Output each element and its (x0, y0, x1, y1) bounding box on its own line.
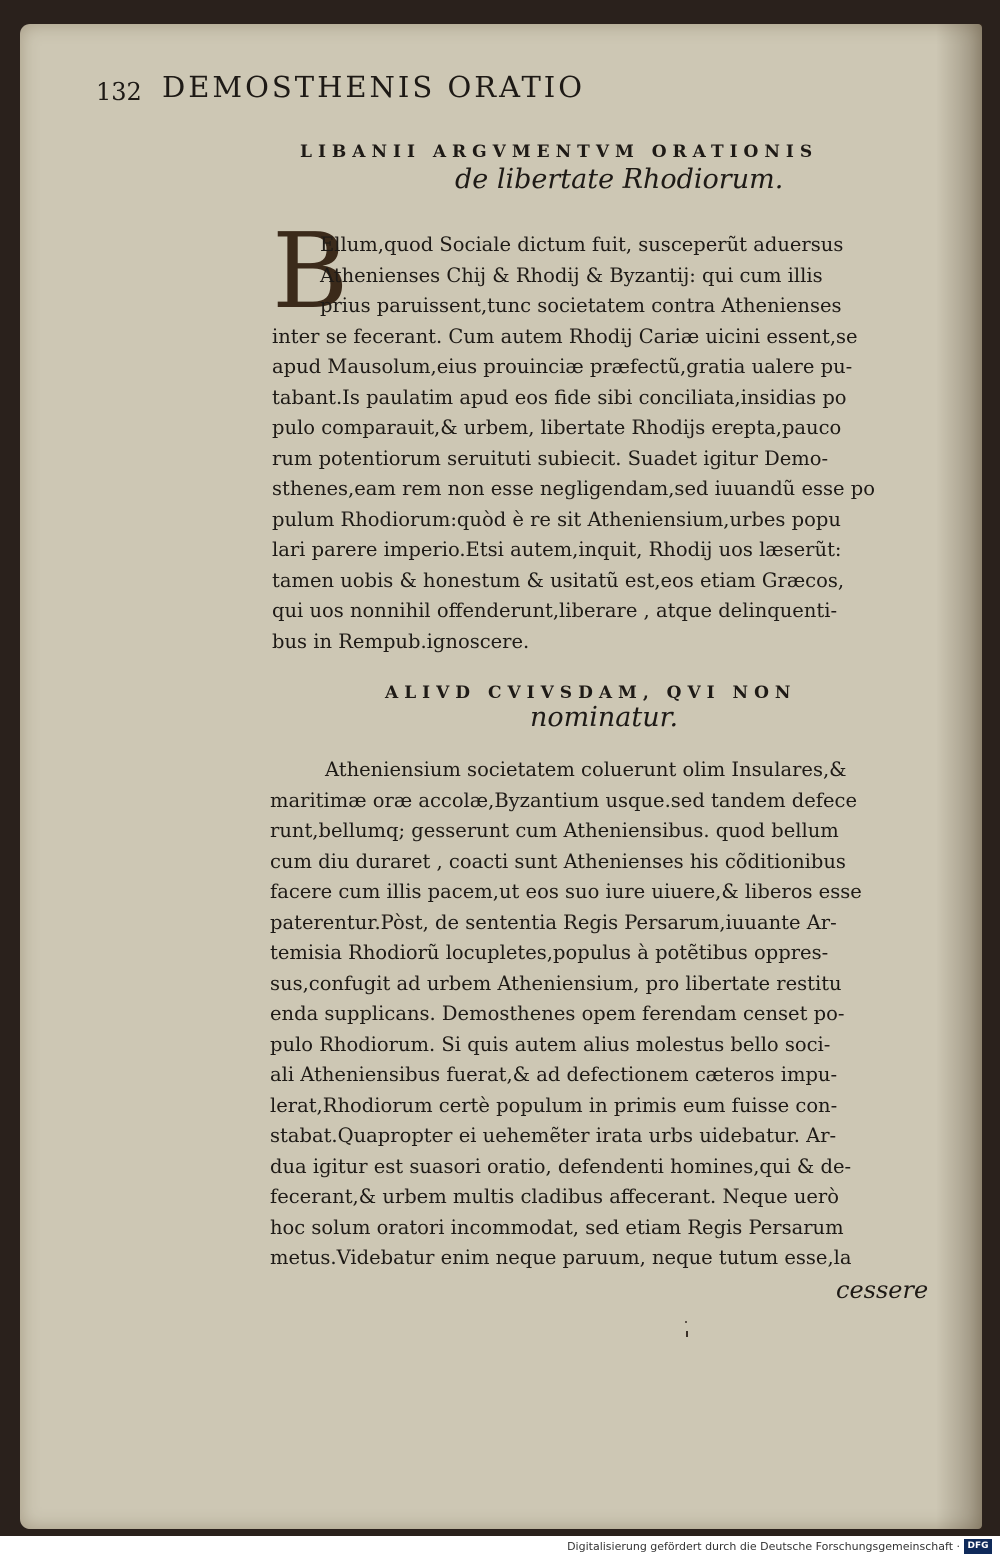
text-line: prius paruissent,tunc societatem contra Athenienses (320, 294, 842, 317)
page-number: 132 (96, 78, 142, 106)
text-line: qui uos nonnihil offenderunt,liberare , atque delinquenti- (272, 599, 838, 622)
dfg-logo: DFG (964, 1539, 992, 1554)
page-gutter-shadow (936, 24, 982, 1529)
digitization-footer (0, 1536, 1000, 1558)
text-line: tabant.Is paulatim apud eos fide sibi conciliata,insidias po (272, 385, 847, 409)
section1-paragraph (272, 230, 875, 657)
ink-speck-marks (682, 1320, 692, 1340)
text-line: enda supplicans. Demosthenes opem ferendam censet po- (270, 1002, 845, 1025)
text-line: paterentur.Pòst, de sententia Regis Persarum,iuuante Ar- (270, 910, 837, 934)
section2-paragraph (270, 755, 862, 1274)
section1-heading: LIBANII ARGVMENTVM ORATIONIS (300, 142, 819, 162)
running-head-title: DEMOSTHENIS ORATIO (162, 70, 586, 104)
text-line: cum diu duraret , coacti sunt Athenienses his cõditionibus (270, 849, 846, 873)
text-line: fecerant,& urbem multis cladibus affecerant. Neque uerò (270, 1185, 839, 1208)
text-line: sthenes,eam rem non esse negligendam,sed iuuandũ esse po (272, 477, 875, 500)
catchword: cessere (836, 1276, 929, 1304)
text-line: maritimæ oræ accolæ,Byzantium usque.sed tandem defece (270, 788, 857, 812)
text-line: metus.Videbatur enim neque paruum, neque tutum esse,la (270, 1246, 852, 1269)
text-line: lerat,Rhodiorum certè populum in primis eum fuisse con- (270, 1093, 838, 1117)
text-line: tamen uobis & honestum & usitatũ est,eos etiam Græcos, (272, 568, 845, 592)
text-line: stabat.Quapropter ei uehemẽter irata urbs uidebatur. Ar- (270, 1124, 837, 1147)
text-line: hoc solum oratori incommodat, sed etiam Regis Persarum (270, 1215, 844, 1239)
text-line: pulum Rhodiorum:quòd è re sit Atheniensium,urbes popu (272, 507, 841, 531)
text-line: dua igitur est suasori oratio, defendenti homines,qui & de- (270, 1154, 852, 1178)
text-line: Athenienses Chij & Rhodij & Byzantij: qui cum illis (320, 263, 823, 287)
footer-credit-text: Digitalisierung gefördert durch die Deutsche Forschungsgemeinschaft · (567, 1540, 960, 1553)
section2-subheading: nominatur. (530, 702, 679, 733)
text-line: temisia Rhodiorũ locupletes,populus à potẽtibus oppres- (270, 941, 829, 964)
text-line: facere cum illis pacem,ut eos suo iure uiuere,& liberos esse (270, 880, 862, 903)
section1-subheading: de libertate Rhodiorum. (455, 164, 784, 195)
text-line: Atheniensium societatem coluerunt olim Insulares,& (325, 758, 847, 781)
text-line: inter se fecerant. Cum autem Rhodij Cariæ uicini essent,se (272, 324, 858, 348)
text-line: pulo Rhodiorum. Si quis autem alius molestus bello soci- (270, 1032, 831, 1056)
text-line: ali Atheniensibus fuerat,& ad defectionem cæteros impu- (270, 1063, 838, 1086)
text-line: pulo comparauit,& urbem, libertate Rhodijs erepta,pauco (272, 416, 842, 439)
running-head (96, 70, 836, 114)
text-line: rum potentiorum seruituti subiecit. Suadet igitur Demo- (272, 446, 829, 470)
text-line: sus,confugit ad urbem Atheniensium, pro libertate restitu (270, 971, 842, 995)
text-line: Ellum,quod Sociale dictum fuit, susceperũt aduersus (320, 233, 844, 256)
section2-heading: ALIVD CVIVSDAM, QVI NON (385, 683, 797, 703)
drop-cap-initial: B (272, 210, 349, 332)
text-line: bus in Rempub.ignoscere. (272, 629, 530, 653)
text-line: apud Mausolum,eius prouinciæ præfectũ,gratia ualere pu- (272, 355, 853, 378)
text-line: lari parere imperio.Etsi autem,inquit, Rhodij uos læserũt: (272, 538, 842, 561)
text-line: runt,bellumq; gesserunt cum Atheniensibus. quod bellum (270, 819, 839, 842)
